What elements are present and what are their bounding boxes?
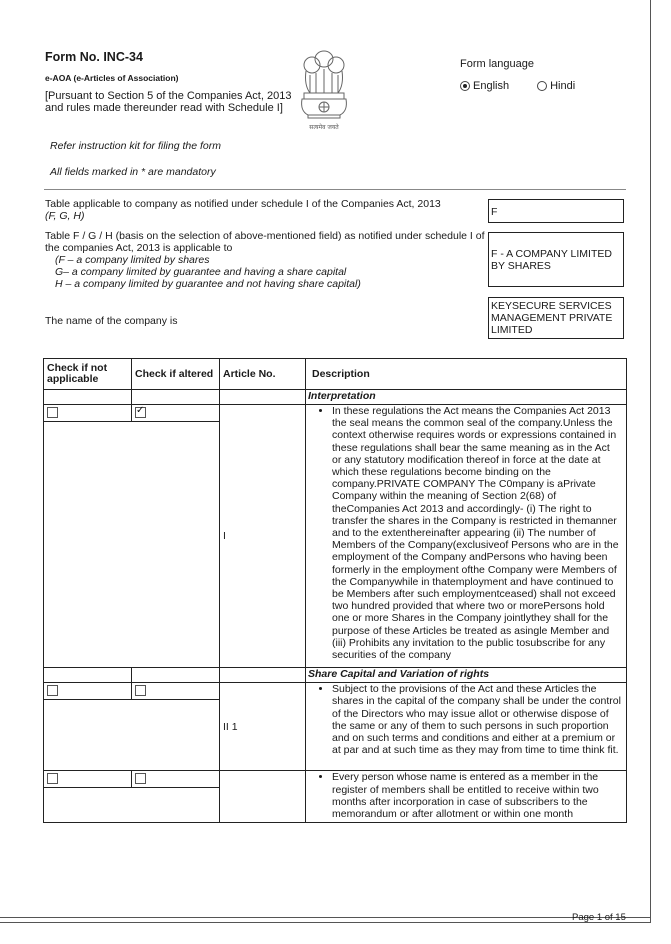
language-english-label: English: [473, 80, 510, 92]
empty-cell: [44, 390, 132, 405]
empty-cell: [44, 788, 220, 823]
table-applicable-hint: (F, G, H): [45, 210, 85, 222]
language-hindi-label: Hindi: [550, 80, 576, 92]
table-applicable-label: [45, 198, 485, 222]
altered-checkbox[interactable]: [135, 407, 146, 418]
table-fgh-field[interactable]: F - A COMPANY LIMITED BY SHARES: [488, 232, 624, 287]
radio-english[interactable]: [460, 81, 470, 91]
language-option-hindi[interactable]: [537, 80, 575, 92]
empty-cell: [220, 390, 306, 405]
form-subtitle: e-AOA (e-Articles of Association): [45, 73, 179, 83]
not-applicable-cell: [44, 405, 132, 422]
article-number: [220, 771, 306, 823]
table-row: [44, 683, 627, 700]
form-language-radio-group: [460, 80, 603, 92]
altered-checkbox[interactable]: [135, 685, 146, 696]
header-description: Description: [306, 359, 627, 390]
empty-cell: [44, 668, 132, 683]
header-divider: [44, 189, 626, 190]
header-not-applicable: Check if not applicable: [44, 359, 132, 390]
language-option-english[interactable]: [460, 80, 509, 92]
table-fgh-label: [45, 230, 485, 290]
refer-instruction-text: Refer instruction kit for filing the form: [50, 140, 221, 152]
mandatory-note: All fields marked in * are mandatory: [50, 166, 216, 178]
altered-checkbox[interactable]: [135, 773, 146, 784]
empty-cell: [220, 668, 306, 683]
table-h-description: H – a company limited by guarantee and not having share capital): [55, 278, 361, 290]
form-language-label: Form language: [460, 58, 534, 70]
national-emblem-icon: [296, 45, 352, 133]
table-row: [44, 405, 627, 422]
empty-cell: [44, 422, 220, 668]
company-name-field[interactable]: KEYSECURE SERVICES MANAGEMENT PRIVATE LIMITED: [488, 297, 624, 339]
table-fgh-text: Table F / G / H (basis on the selection of above-mentioned field) as notified under schedule I of the companies Act, 2013 is applicable to: [45, 230, 485, 254]
radio-hindi[interactable]: [537, 81, 547, 91]
not-applicable-cell: [44, 771, 132, 788]
table-header-row: [44, 359, 627, 390]
article-description: [306, 405, 627, 668]
table-applicable-field[interactable]: F: [488, 199, 624, 223]
section-title-interpretation: Interpretation: [306, 390, 627, 405]
section-row: [44, 668, 627, 683]
section-title-share-capital: Share Capital and Variation of rights: [306, 668, 627, 683]
altered-cell: [132, 405, 220, 422]
company-name-label: The name of the company is: [45, 315, 178, 327]
svg-text:सत्यमेव जयते: सत्यमेव जयते: [309, 124, 339, 131]
empty-cell: [44, 700, 220, 771]
altered-cell: [132, 771, 220, 788]
table-g-description: G– a company limited by guarantee and having a share capital: [55, 266, 347, 278]
description-text: • In these regulations the Act means the Companies Act 2013 the seal means the common seal of the company.Unless the context otherwise requires words or expressions contained in these regulations shall bear the same meaning as in the Act or any statutory modification thereof in force at the date at which these regulations become binding on the company.PRIVATE COMPANY The C0mpany is aPrivate Company within the meaning of Section 2(68) of theCompanies Act 2013 and accordingly- (i) The right to transfer the shares in the Company is restricted in themanner and to the extenthereinafter appearing (ii) The number of Members of the Company(exclusiveof Persons who are in the employment of the Company andPersons who having been formerly in the employment ofthe Company were Members of the Companywhile in thatemployment and have continued to be Members after such employmentceased) shall not exceed two hundred provided that where two or morePersons hold one or more Shares in the Company jointlythey shall for the purpose of these Articles be treated as asingle Member and (iii) Prohibits any invitation to the public tosubscribe for any securities of the company: [332, 405, 622, 661]
header-article-no: Article No.: [220, 359, 306, 390]
description-text: • Subject to the provisions of the Act and these Articles the shares in the capital of the company shall be under the control of the Directors who may issue allot or otherwise dispose of the same or any of them to such persons in such proportion and on such terms and conditions and either at a premium or at par and at such time as they may from time to time think fit.: [332, 683, 622, 756]
article-number: I: [220, 405, 306, 668]
description-text: • Every person whose name is entered as a member in the register of members shall be entitled to receive within two months after incorporation in case of subscribers to the memorandum or after allotment or within one month: [332, 771, 622, 820]
pursuant-text: [Pursuant to Section 5 of the Companies Act, 2013 and rules made thereunder read with Schedule I]: [45, 90, 292, 114]
header-altered: Check if altered: [132, 359, 220, 390]
not-applicable-checkbox[interactable]: [47, 773, 58, 784]
table-f-description: (F – a company limited by shares: [55, 254, 210, 266]
empty-cell: [132, 668, 220, 683]
page-number: Page 1 of 15: [572, 912, 626, 923]
article-number: II 1: [220, 683, 306, 771]
empty-cell: [132, 390, 220, 405]
footer-divider: [0, 917, 650, 918]
altered-cell: [132, 683, 220, 700]
article-description: [306, 683, 627, 771]
not-applicable-checkbox[interactable]: [47, 407, 58, 418]
table-row: [44, 771, 627, 788]
form-number: Form No. INC-34: [45, 50, 143, 64]
section-row: [44, 390, 627, 405]
not-applicable-checkbox[interactable]: [47, 685, 58, 696]
article-description: [306, 771, 627, 823]
articles-table: [43, 358, 627, 823]
table-applicable-text: Table applicable to company as notified under schedule I of the Companies Act, 2013: [45, 198, 441, 210]
not-applicable-cell: [44, 683, 132, 700]
